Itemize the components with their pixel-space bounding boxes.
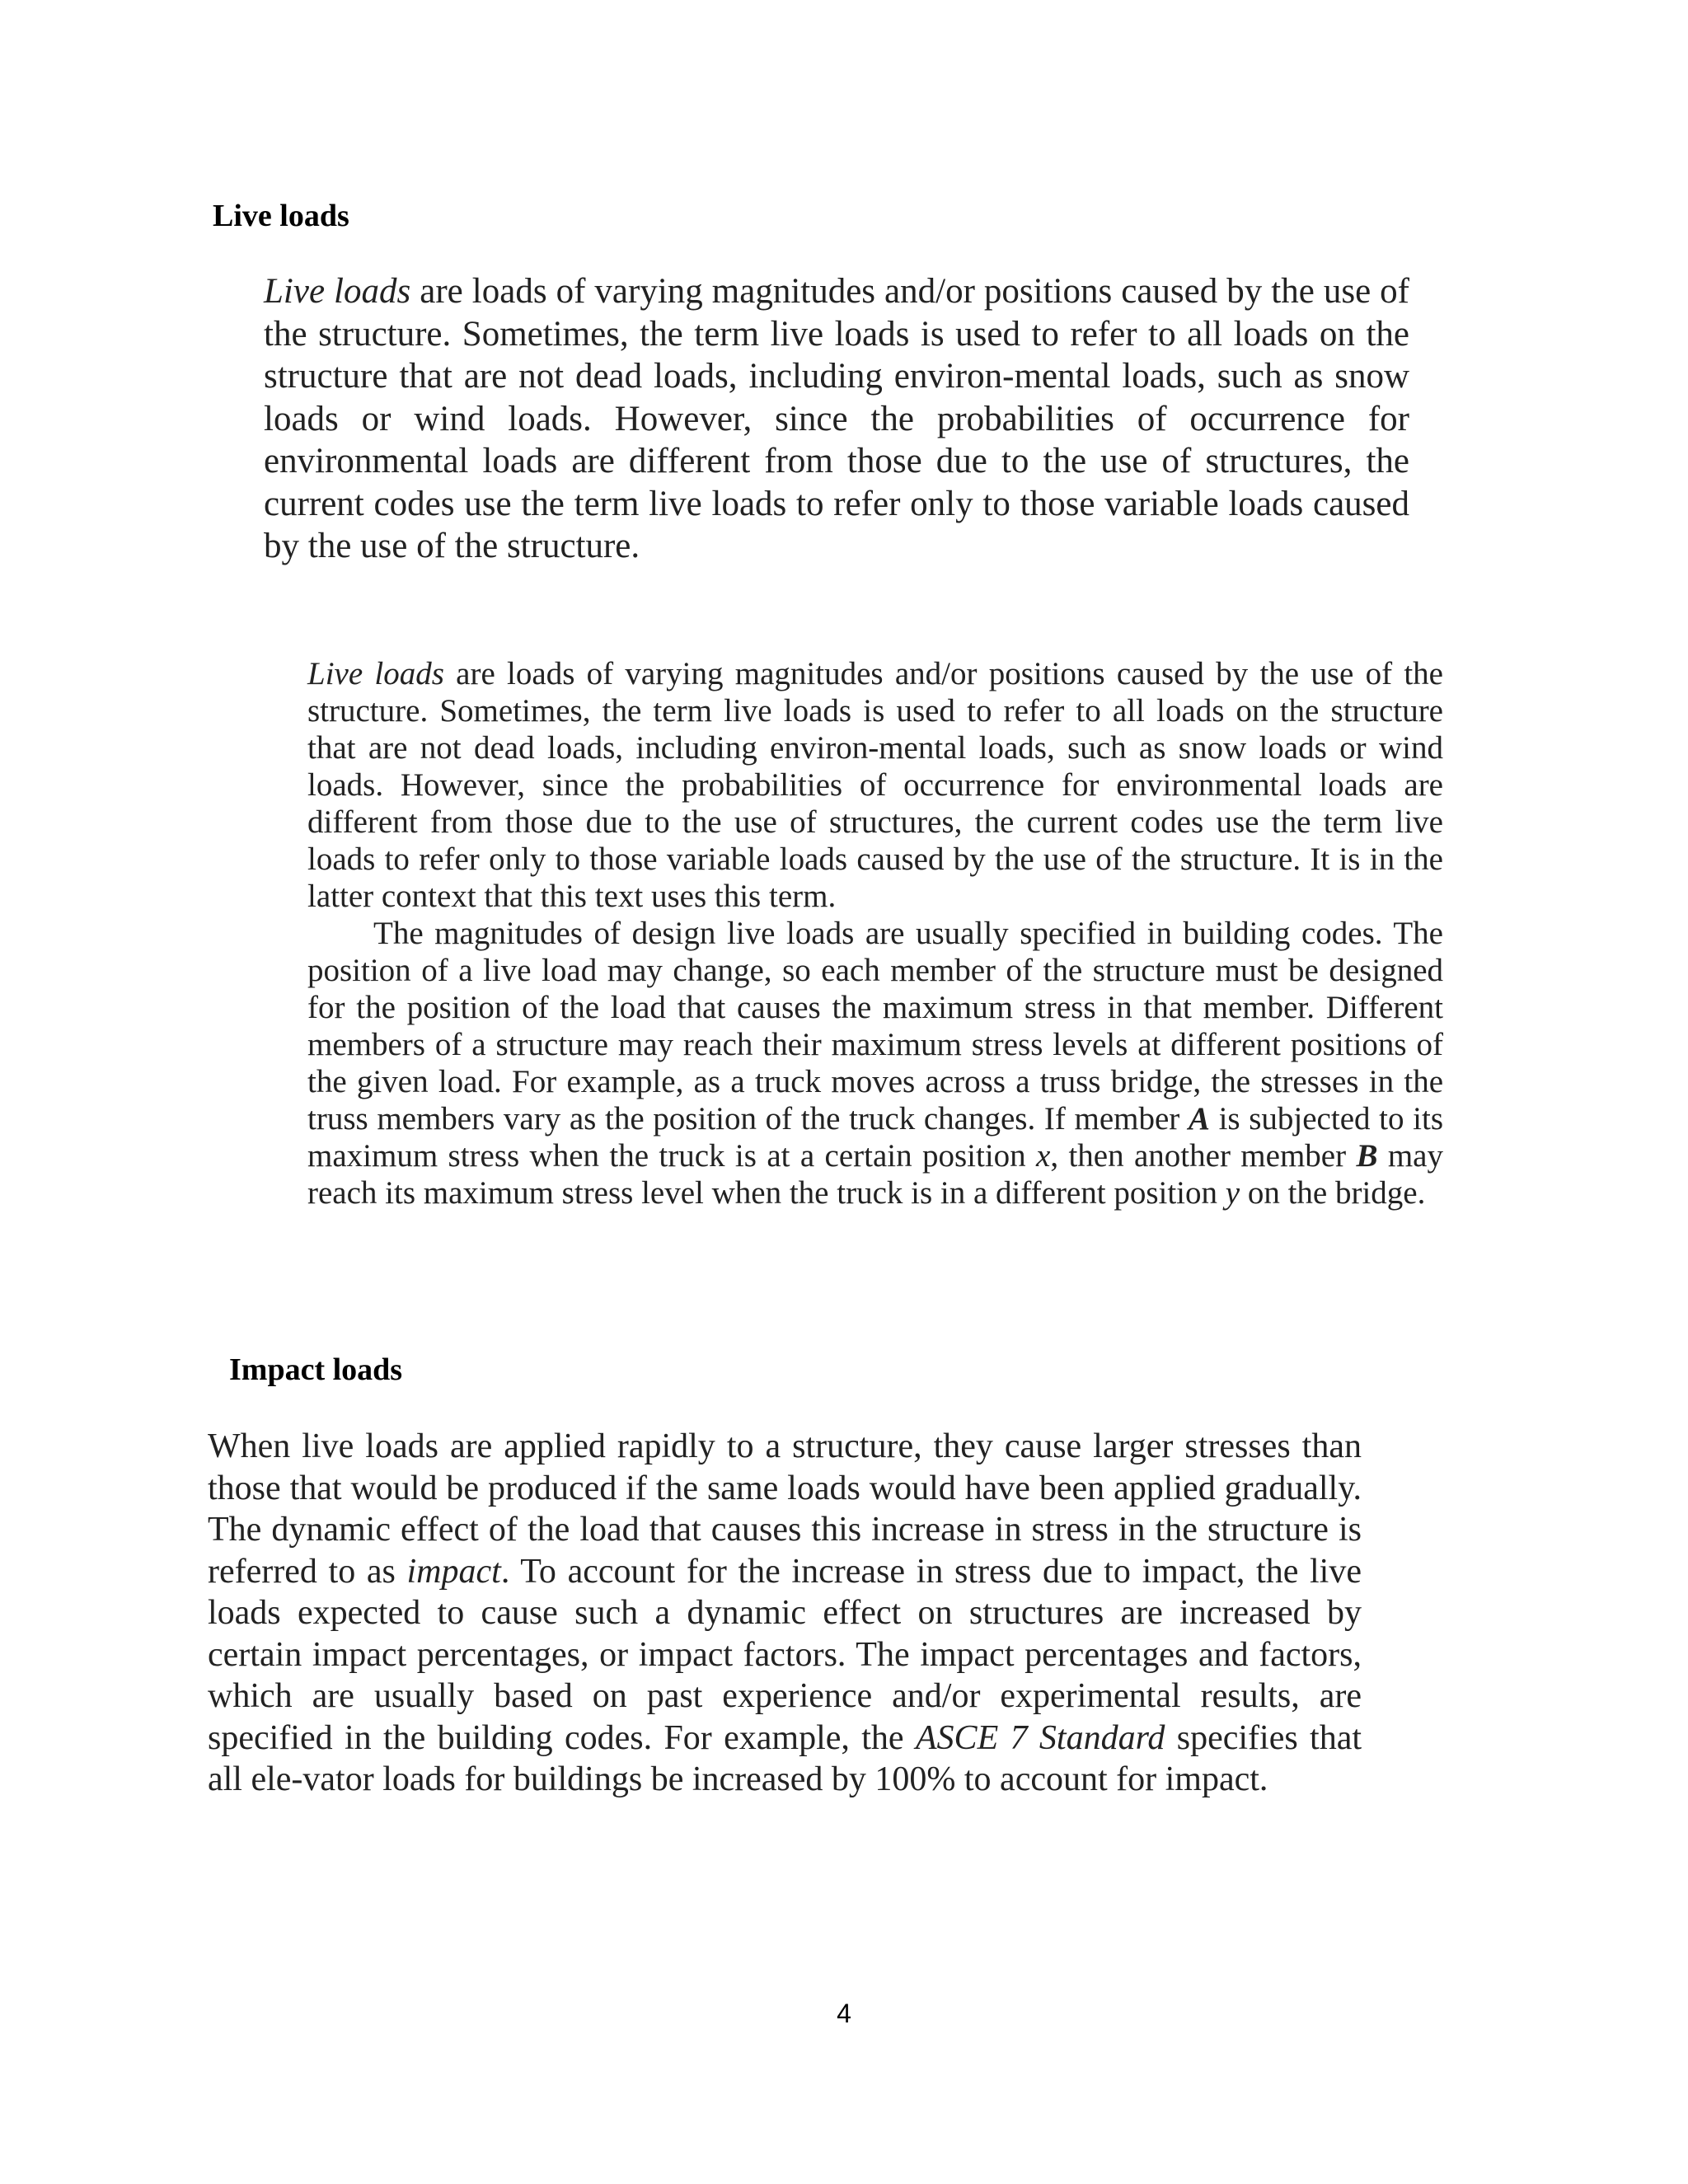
excerpt-2-p2-part2: is subjected to its maximum stress when the truck is at a certain position (307, 1101, 1443, 1174)
excerpt-1-term: Live loads (264, 272, 411, 311)
impact-part3: specifies that all ele-vator loads for buildings be increased by 100% to account for impact. (208, 1718, 1362, 1798)
excerpt-2-paragraph-2 (307, 915, 1443, 1212)
excerpt-2-paragraph-1 (307, 655, 1443, 915)
impact-loads-heading: Impact loads (229, 1352, 403, 1387)
excerpt-1-text: are loads of varying magnitudes and/or positions caused by the use of the structure. Sometimes, the term live loads is used to refer to all loads on the structure that are not dead loads, including environ-mental loads, such as snow loads or wind loads. However, since the probabilities of occurrence for environmental loads are different from those due to the use of structures, the current codes use the term live loads to refer only to those variable loads caused by the use of the structure. (264, 272, 1410, 565)
position-x-variable: x (1036, 1138, 1051, 1174)
page-number: 4 (837, 1999, 851, 2028)
excerpt-1-paragraph (264, 270, 1409, 568)
impact-paragraph (208, 1426, 1362, 1801)
asce-standard-name: ASCE 7 Standard (915, 1718, 1165, 1757)
position-y-variable: y (1225, 1175, 1240, 1211)
impact-term: impact (406, 1552, 501, 1591)
excerpt-2-p2-part4: may reach its maximum stress level when the truck is in a different position (307, 1138, 1443, 1211)
excerpt-2-p2-part3: , then another member (1050, 1138, 1357, 1174)
live-loads-excerpt-1 (264, 270, 1409, 568)
excerpt-2-p2-part5: on the bridge. (1240, 1175, 1426, 1211)
impact-part2: . To account for the increase in stress due to impact, the live loads expected to cause such a dynamic effect on structures are increased by certain impact percentages, or impact factors. The impact percentages and factors, which are usually based on past experience and/or experimental results, are specified in the building codes. For example, the (208, 1552, 1362, 1757)
excerpt-2-term: Live loads (307, 656, 444, 691)
member-a-variable: A (1188, 1101, 1210, 1137)
live-loads-excerpt-2 (307, 655, 1443, 1212)
member-b-variable: B (1356, 1138, 1378, 1174)
excerpt-2-text: are loads of varying magnitudes and/or positions caused by the use of the structure. Sometimes, the term live loads is used to refer to all loads on the structure that are not dead loads, including environ-mental loads, such as snow loads or wind loads. However, since the probabilities of occurrence for environmental loads are different from those due to the use of structures, the current codes use the term live loads to refer only to those variable loads caused by the use of the structure. It is in the latter context that this text uses this term. (307, 656, 1443, 914)
impact-loads-excerpt (208, 1426, 1362, 1801)
excerpt-2-p2-part1: The magnitudes of design live loads are usually specified in building codes. The position of a live load may change, so each member of the structure must be designed for the position of the load that causes the maximum stress in that member. Different members of a structure may reach their maximum stress levels at different positions of the given load. For example, as a truck moves across a truss bridge, the stresses in the truss members vary as the position of the truck changes. If member (307, 916, 1443, 1137)
impact-part1: When live loads are applied rapidly to a structure, they cause larger stresses than those that would be produced if the same loads would have been applied gradually. The dynamic effect of the load that causes this increase in stress in the structure is referred to as (208, 1427, 1362, 1591)
live-loads-heading: Live loads (213, 199, 349, 233)
